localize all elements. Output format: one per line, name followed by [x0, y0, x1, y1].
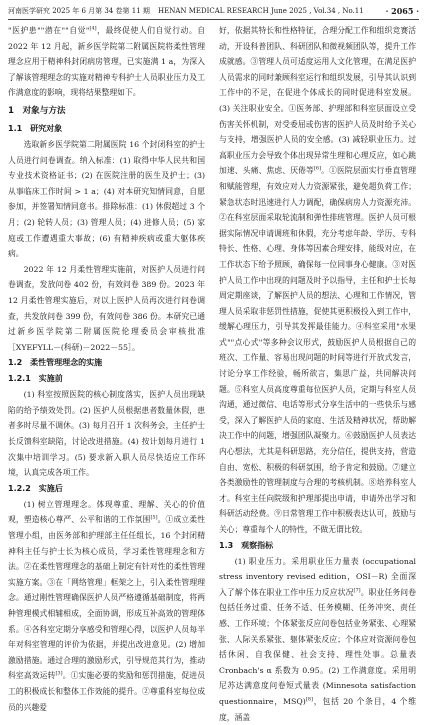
- observation-text-c: ，包括 20 个条目，4 个维度，涵盖: [219, 696, 417, 722]
- journal-issue-en: HENAN MEDICAL RESEARCH June 2025 , Vol.34 , No.11: [158, 7, 364, 15]
- journal-issue-cn: 河南医学研究 2025 年 6 月第 34 卷第 11 期: [8, 7, 150, 15]
- objects-paragraph: 选取新乡医学院第二附属医院 16 个封闭科室的护士人员进行问卷调查。纳入标准：(1) 取得中华人民共和国专业技术资格证书；(2) 在医院注册的医生及护士；(3) 从事临床工作时间 > 1 a；(4) 对本研究知情同意，自愿参加，并签署知情同意书。排除标准：(1) 休假超过 3 个月；(2) 轮转人员；(3) 管理人员；(4) 进修人员；(5) 家庭或工作遭遇重大事故；(6) 有精神疾病或重大躯体疾病。: [8, 139, 205, 259]
- citation-ref: [5]: [150, 514, 158, 521]
- before-paragraph: (1) 科室按照医院的核心制度落实，医护人员出现缺陷的给予绩效处罚。(2) 医护人员根据患者数量休假，患者多时尽量不调休。(3) 每月召开 1 次科务会，主任护士长反馈科室缺陷，讨论改进措施。(4) 按计划每月进行 1 次集中培训学习。(5) 要求新入职人员尽快适应工作环境，认真完成各项工作。: [8, 390, 205, 478]
- subsection-heading-research-objects: 1.1 研究对象: [8, 123, 63, 133]
- subsubsection-heading-before: 1.2.1 实施前: [8, 374, 63, 384]
- continued-text-a: 好，依据其特长和性格特征，合理分配工作和组织竞赛活动，开设科普团队、科研团队和微视频团队等，提升工作成就感。③管理人员可适度运用人文化管理，在满足医护人员需求的同时兼顾科室运行和组织发展，引导其认识到工作中的不足，在促进个体成长的同时促进科室发展。(3) 关注职业安全。①医务部、护理部和科室层面设立受伤害关怀机制，对受委屈或伤害的医护人员及时给予关心与支持，增强医护人员的安全感。(3) 减轻职业压力。过高职业压力会导致个体出现异常生理和心理反应，如心跳加速、头痛、焦虑、厌倦等: [219, 26, 416, 176]
- observation-text-a: (1) 职业压力。采用职业压力量表 (occupational stress inventory revised edition，OSI－R) 全面深入了解个体在职业工作中压力反应状况: [219, 556, 416, 597]
- after-text-c: 。①实施必要的奖励和惩罚措施，促进员工的积极成长和整体工作效能的提升。②尊重科室每位成员的兴趣爱: [8, 671, 206, 712]
- subsubsection-heading-after: 1.2.2 实施后: [8, 483, 63, 493]
- observation-paragraph: [219, 554, 416, 725]
- intro-paragraph: [8, 23, 205, 101]
- continued-text-b: 。①医院层面实行垂直管理和赋能管理，有效应对人力资源紧张，避免超负荷工作；紧急状态时迅速进行人力调配，确保病房人力资源充沛。②在科室层面采取轮流制和弹性排班管理。医护人员可根据实际情况申请调班和休假，充分考虑年龄、学历、专科特长、性格、心理、身体等因素合理安排，能级对应，在工作状态下给予照顾，确保每一位同事身心健康。③对医护人员工作中出现的问题及时予以指导，主任和护士长每周定期座谈，了解医护人员的想法、心理和工作情况，管理人员采取非惩罚性措施，促使其更积极投入到工作中，缓解心理压力，引导其发挥最佳能力。④科室采用"水果式""点心式"等多种会议形式，鼓励医护人员根据自己的班次、工作量、容易出现问题的时间等进行开放式发言，讨论分享工作经验，畅所欲言，集思广益，共同解决问题。⑤科室人员高度尊重每位医护人员，定期与科室人员沟通，通过微信、电话等形式分享生活中的一些快乐与感受，深入了解医护人员的家庭、生活及精神状况，帮助解决工作中的问题，增强团队凝聚力。⑥鼓励医护人员表达内心想法，尤其是科研思路，充分信任，提供支持，营造自由、宽松、积极的科研氛围，给予肯定和鼓励。⑦建立各类激励性的管理制度与合理的考核机制。⑧培养科室人才。科室主任向院级和护理部提出申请，申请外出学习和科研活动经费。⑨日常管理工作中积极表达认可，鼓励与关心；尊重每个人的特性，不做无谓比较。: [219, 166, 416, 534]
- subsection-heading-flexible-management: 1.2 柔性管理理念的实施: [8, 358, 103, 368]
- continued-paragraph: [219, 23, 416, 538]
- timeline-paragraph: 2022 年 12 月柔性管理实施前，对医护人员进行问卷调查，发放问卷 402 份，有效问卷 389 份。2023 年 12 月柔性管理实施后，对以上医护人员再次进行问卷调查，共发放问卷 399 份，有效问卷 386 份。本研究已通过新乡医学院第二附属医院伦理委员会审核批准［XYEFYLL－(科研)－2022－55］。: [8, 264, 205, 352]
- after-paragraph: [8, 497, 205, 715]
- after-text-a: (1) 树立管理理念。体现尊重、理解、关心的价值观，塑造核心尊严、公平和谐的工作氛围: [8, 499, 205, 525]
- citation-ref: [8]: [305, 696, 313, 703]
- section-heading-objects-methods: 1 对象与方法: [8, 105, 66, 116]
- citation-ref: [3]: [55, 670, 63, 677]
- intro-text-a: "医护患""潜在""自觉": [8, 26, 90, 35]
- observation-text-b: 。职业任务问卷包括任务过重、任务不适、任务模糊、任务冲突、责任感、工作环境；个体紧张反应问卷包括业务紧张、心理紧张、人际关系紧张、躯体紧张反应；个体应对资源问卷包括休闲、自我保健、社会支持、理性处事。总量表 Cronbach's α 系数为 0.95。(2) 工作满意度。采用明尼苏达满意度问卷短式量表 (Minnesota satisfaction questionnaire，MSQ): [219, 587, 416, 706]
- citation-ref: [4]: [89, 25, 97, 32]
- after-text-b: 。①成立柔性管理小组，由医务部和护理部主任任组长，16 个封闭精神科主任与护士长为核心成员，学习柔性管理理念和方法。②在柔性管理理念的基础上制定有针对性的柔性管理实施方案。③在「网络管理」框架之上，引入柔性管理理念。通过刚性管理确保医护人员严格遵循基础制度，将两种管理模式相辅相成，全面协调，形成互补高效的管理体系。④各科室定期分享感受和管理心得，以医护人员每半年对科室管理的评价为依据，并提出改进意见。(2) 增加激励措施。通过合理的激励形式，引导规范其行为，推动科室高效运转: [8, 515, 206, 681]
- citation-ref: [6]: [313, 165, 322, 172]
- citation-ref: [7]: [353, 587, 361, 594]
- left-column: [8, 23, 206, 712]
- header-rule: [8, 19, 419, 20]
- subsection-heading-observation: 1.3 观察指标: [219, 540, 274, 550]
- intro-text-b: ，最终促使人们自觉行动。自 2022 年 12 月起，新乡医学院第二附属医院将柔性管理理念应用于精神科封闭病房管理，已实施满 1 a，为深入了解该管理理念的实施对精神专科护士人员职业压力及工作满意度的影响，现将结果整理如下。: [8, 26, 205, 98]
- page-number: · 2065 ·: [385, 6, 419, 16]
- running-header: [8, 5, 419, 17]
- right-column: [219, 23, 417, 722]
